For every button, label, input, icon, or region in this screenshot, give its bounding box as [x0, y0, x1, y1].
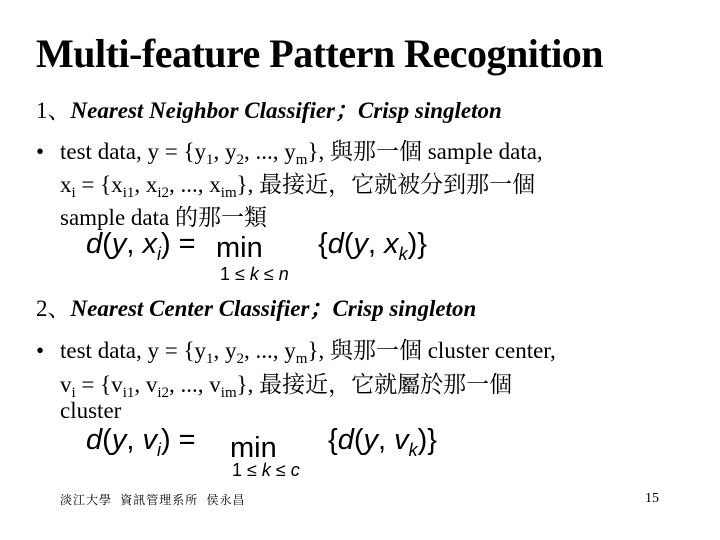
eq-subscript: k	[398, 244, 408, 264]
eq-symbol: }	[427, 424, 437, 456]
subscript: im	[220, 185, 237, 201]
eq-symbol: (	[343, 228, 354, 260]
eq-symbol: )	[407, 228, 418, 260]
subscript: i2	[157, 185, 170, 201]
subscript: 2	[236, 351, 245, 367]
text-fragment: }, 最接近，它就屬於那一個	[236, 372, 513, 397]
eq-symbol: (	[102, 424, 112, 456]
slide-title: Multi-feature Pattern Recognition	[36, 31, 604, 76]
eq-symbol: y	[111, 228, 127, 260]
subscript: i2	[157, 385, 170, 401]
eq-symbol: y	[353, 228, 368, 260]
eq-symbol: x	[384, 228, 399, 260]
section1-equation-min: min	[216, 232, 263, 264]
eq-symbol: y	[111, 424, 127, 456]
eq-symbol: ,	[126, 228, 143, 260]
text-fragment: test data, y = {y	[60, 338, 207, 363]
text-fragment: , ..., x	[169, 172, 221, 197]
eq-subscript: i	[156, 440, 161, 460]
text-fragment: , x	[134, 172, 158, 197]
section2-line2	[60, 366, 512, 399]
eq-symbol: {	[318, 228, 328, 260]
section1-line2	[60, 166, 535, 199]
text-fragment: , ..., y	[244, 338, 296, 363]
eq-symbol: )	[160, 228, 171, 260]
eq-symbol: k	[261, 460, 271, 480]
eq-symbol: )	[160, 424, 171, 456]
eq-symbol: d	[86, 424, 103, 456]
eq-symbol: d	[86, 228, 103, 260]
section1-bullet-line1	[36, 133, 543, 166]
eq-symbol: ≤	[270, 460, 291, 480]
eq-subscript: i	[156, 244, 161, 264]
section2-equation-rhs	[328, 424, 437, 460]
subscript: i1	[122, 385, 135, 401]
eq-symbol: )	[417, 424, 428, 456]
eq-symbol: (	[353, 424, 364, 456]
eq-symbol: ,	[126, 424, 143, 456]
eq-symbol: 1 ≤	[220, 264, 250, 284]
eq-symbol: k	[249, 264, 259, 284]
bullet-icon: •	[36, 338, 45, 363]
eq-symbol: n	[278, 264, 289, 284]
section2-number: 2、	[36, 296, 71, 321]
section2-heading-text: Nearest Center Classifier；Crisp singleton	[70, 296, 477, 321]
text-fragment: }, 與那一個 sample data,	[307, 139, 543, 164]
section2-equation-range	[232, 460, 300, 481]
subscript: im	[220, 385, 237, 401]
eq-symbol: 1 ≤	[232, 460, 262, 480]
bullet-icon: •	[36, 139, 45, 164]
eq-symbol: x	[142, 228, 157, 260]
section1-number: 1、	[36, 98, 71, 123]
section2-heading	[36, 290, 476, 323]
text-fragment: , ..., y	[244, 139, 296, 164]
footer-affiliation: 淡江大學 資訊管理系所 侯永昌	[60, 493, 246, 507]
eq-symbol: (	[102, 228, 112, 260]
subscript: i	[71, 385, 76, 401]
text-fragment: v	[60, 372, 72, 397]
eq-symbol: d	[327, 228, 344, 260]
section1-heading	[36, 92, 502, 125]
text-fragment: = {v	[75, 372, 123, 397]
subscript: 1	[206, 351, 214, 367]
text-fragment: , ..., v	[169, 372, 221, 397]
eq-symbol: =	[170, 228, 196, 260]
eq-symbol: v	[142, 424, 157, 456]
subscript: m	[295, 152, 308, 168]
text-fragment: x	[60, 172, 72, 197]
eq-symbol: d	[337, 424, 354, 456]
eq-symbol: ,	[378, 424, 395, 456]
eq-symbol: }	[417, 228, 427, 260]
section2-equation-lhs	[86, 424, 196, 460]
eq-symbol: v	[394, 424, 409, 456]
subscript: i	[71, 185, 76, 201]
text-fragment: }, 與那一個 cluster center,	[307, 338, 556, 363]
section1-line3: sample data 的那一類	[60, 205, 267, 230]
section2-equation-min: min	[230, 432, 277, 464]
text-fragment: , v	[134, 372, 158, 397]
subscript: 2	[236, 152, 245, 168]
section1-equation-rhs	[318, 228, 427, 264]
section1-equation-lhs	[86, 228, 196, 264]
eq-symbol: ,	[368, 228, 385, 260]
section1-heading-text: Nearest Neighbor Classifier；Crisp singleton	[70, 98, 502, 123]
section1-equation-range	[220, 264, 289, 285]
subscript: i1	[122, 185, 135, 201]
text-fragment: , y	[213, 338, 237, 363]
eq-symbol: ≤	[258, 264, 279, 284]
section2-line3: cluster	[60, 398, 122, 423]
text-fragment: , y	[213, 139, 237, 164]
text-fragment: test data, y = {y	[60, 139, 207, 164]
subscript: m	[295, 351, 308, 367]
eq-symbol: y	[363, 424, 378, 456]
eq-symbol: {	[328, 424, 338, 456]
page-number: 15	[645, 491, 659, 506]
text-fragment: = {x	[75, 172, 123, 197]
eq-subscript: k	[408, 440, 418, 460]
eq-symbol: =	[170, 424, 196, 456]
subscript: 1	[206, 152, 214, 168]
text-fragment: }, 最接近，它就被分到那一個	[236, 172, 536, 197]
section2-bullet-line1	[36, 332, 556, 365]
eq-symbol: c	[290, 460, 300, 480]
